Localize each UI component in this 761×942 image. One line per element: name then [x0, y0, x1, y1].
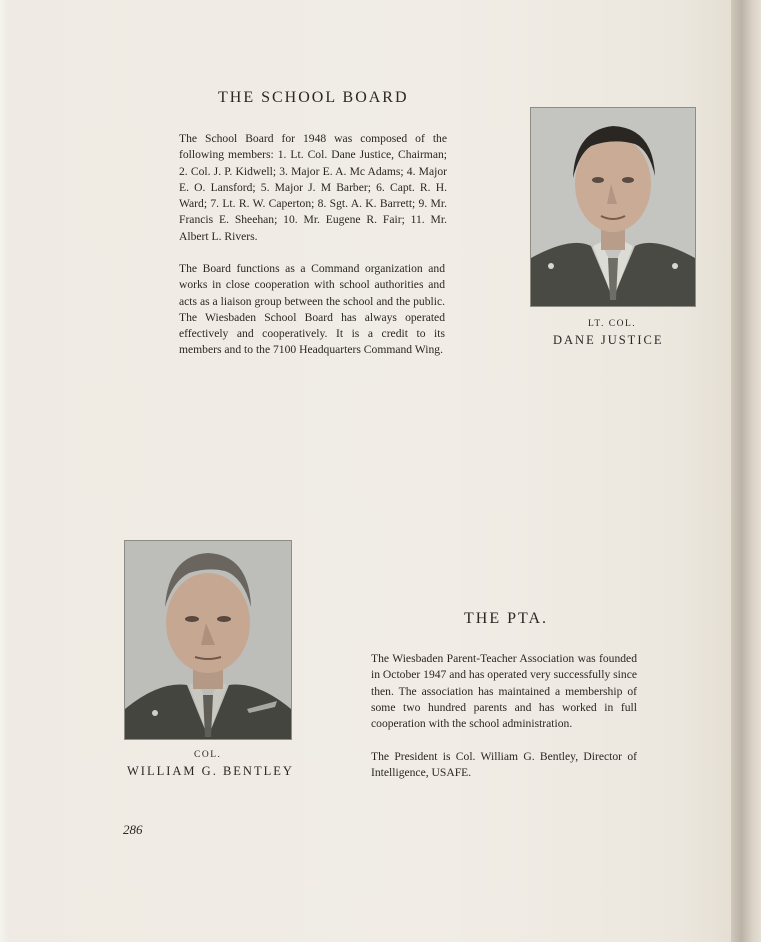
page-edge [0, 0, 8, 942]
pta-history-paragraph: The Wiesbaden Parent-Teacher Association was founded in October 1947 and has operated very successfully since then. The association has maintained a membership of some two hundred parents and has worked in full cooperation with the school administration. [371, 652, 637, 731]
school-board-heading: THE SCHOOL BOARD [218, 89, 409, 106]
bentley-name-caption: WILLIAM G. BENTLEY [127, 764, 294, 778]
pta-president-paragraph: The President is Col. William G. Bentley, Director of Intelligence, USAFE. [371, 750, 637, 780]
school-board-members-paragraph: The School Board for 1948 was composed of the following members: 1. Lt. Col. Dane Justice, Chairman; 2. Col. J. P. Kidwell; 3. Major E. A. Mc Adams; 4. Major E. O. Lansford; 5. Major J. M Barber; 6. Capt. R. H. Ward; 7. Lt. R. W. Caperton; 8. Sgt. A. K. Barrett; 9. Mr. Francis E. Sheehan; 10. Mr. Eugene R. Fair; 11. Mr. Albert L. Rivers. [179, 132, 447, 243]
book-gutter [731, 0, 761, 942]
justice-rank-caption: LT. COL. [588, 319, 637, 329]
school-board-functions-paragraph: The Board functions as a Command organization and works in close cooperation with school authorities and acts as a liaison group between the school and the public. The Wiesbaden School Board has always operated effectively and cooperatively. It is a credit to its members and to the 7100 Headquarters Command Wing. [179, 262, 445, 357]
portrait-photo-bentley [124, 540, 292, 740]
portrait-photo-justice [530, 107, 696, 307]
justice-name-caption: DANE JUSTICE [553, 333, 664, 347]
pta-heading: THE PTA. [464, 610, 549, 627]
page-number: 286 [123, 822, 143, 837]
bentley-rank-caption: COL. [194, 750, 222, 760]
